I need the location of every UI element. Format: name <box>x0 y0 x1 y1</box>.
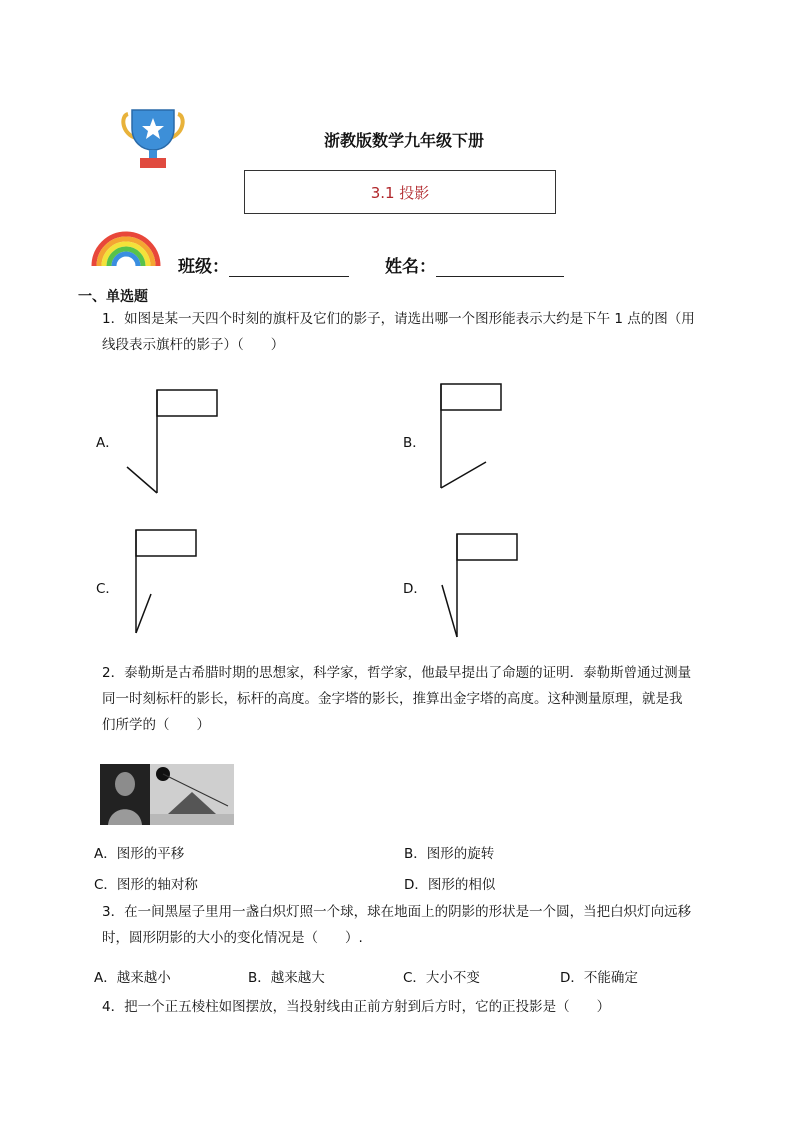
lesson-title: 3.1 投影 <box>370 183 430 202</box>
q1-option-a-flag-figure <box>120 385 230 505</box>
class-field <box>178 252 349 277</box>
thales-pyramid-photo <box>100 764 234 825</box>
question-2-line-3: 们所学的（ ） <box>102 717 210 733</box>
name-field <box>385 252 564 277</box>
q2-option-a[interactable]: A．图形的平移 <box>94 846 185 862</box>
q3-option-a[interactable]: A．越来越小 <box>94 970 171 986</box>
q3-option-d[interactable]: D．不能确定 <box>560 970 638 986</box>
q1-option-c-label[interactable]: C． <box>96 581 119 597</box>
question-3 <box>102 899 722 951</box>
question-1-line-1: 1．如图是某一天四个时刻的旗杆及它们的影子，请选出哪一个图形能表示大约是下午 1 点的图（用 <box>102 311 695 327</box>
q1-option-c-flag-figure <box>125 526 235 646</box>
question-2 <box>102 660 722 738</box>
question-1-line-2: 线段表示旗杆的影子）（ ） <box>102 337 285 353</box>
question-1 <box>102 306 722 358</box>
question-2-line-2: 同一时刻标杆的影长，标杆的高度。金字塔的影长，推算出金字塔的高度。这种测量原理，就是我 <box>102 691 683 707</box>
class-label: 班级： <box>178 257 229 277</box>
q2-option-d[interactable]: D．图形的相似 <box>404 877 496 893</box>
q1-option-b-label[interactable]: B． <box>403 435 426 451</box>
q1-option-d-flag-figure <box>430 530 540 650</box>
class-input-line[interactable] <box>229 258 349 277</box>
question-3-line-1: 3．在一间黑屋子里用一盏白炽灯照一个球，球在地面上的阴影的形状是一个圆，当把白炽灯向远移 <box>102 904 692 920</box>
q3-option-b[interactable]: B．越来越大 <box>248 970 325 986</box>
q1-option-d-label[interactable]: D． <box>403 581 427 597</box>
q1-option-b-flag-figure <box>430 380 540 500</box>
q3-option-c[interactable]: C．大小不变 <box>403 970 480 986</box>
question-3-line-2: 时，圆形阴影的大小的变化情况是（ ）. <box>102 930 363 946</box>
rainbow-icon <box>90 226 162 268</box>
q1-option-a-label[interactable]: A． <box>96 435 119 451</box>
question-4 <box>102 994 722 1020</box>
name-label: 姓名： <box>385 257 436 277</box>
question-2-line-1: 2．泰勒斯是古希腊时期的思想家，科学家，哲学家，他最早提出了命题的证明．泰勒斯曾通过测量 <box>102 665 692 681</box>
document-title: 浙教版数学九年级下册 <box>323 131 484 150</box>
question-4-line-1: 4．把一个正五棱柱如图摆放，当投射线由正前方射到后方时，它的正投影是（ ） <box>102 999 611 1015</box>
q2-option-c[interactable]: C．图形的轴对称 <box>94 877 198 893</box>
lesson-title-box <box>244 170 556 214</box>
name-input-line[interactable] <box>436 258 564 277</box>
q2-option-b[interactable]: B．图形的旋转 <box>404 846 495 862</box>
section-heading: 一、单选题 <box>78 289 148 305</box>
